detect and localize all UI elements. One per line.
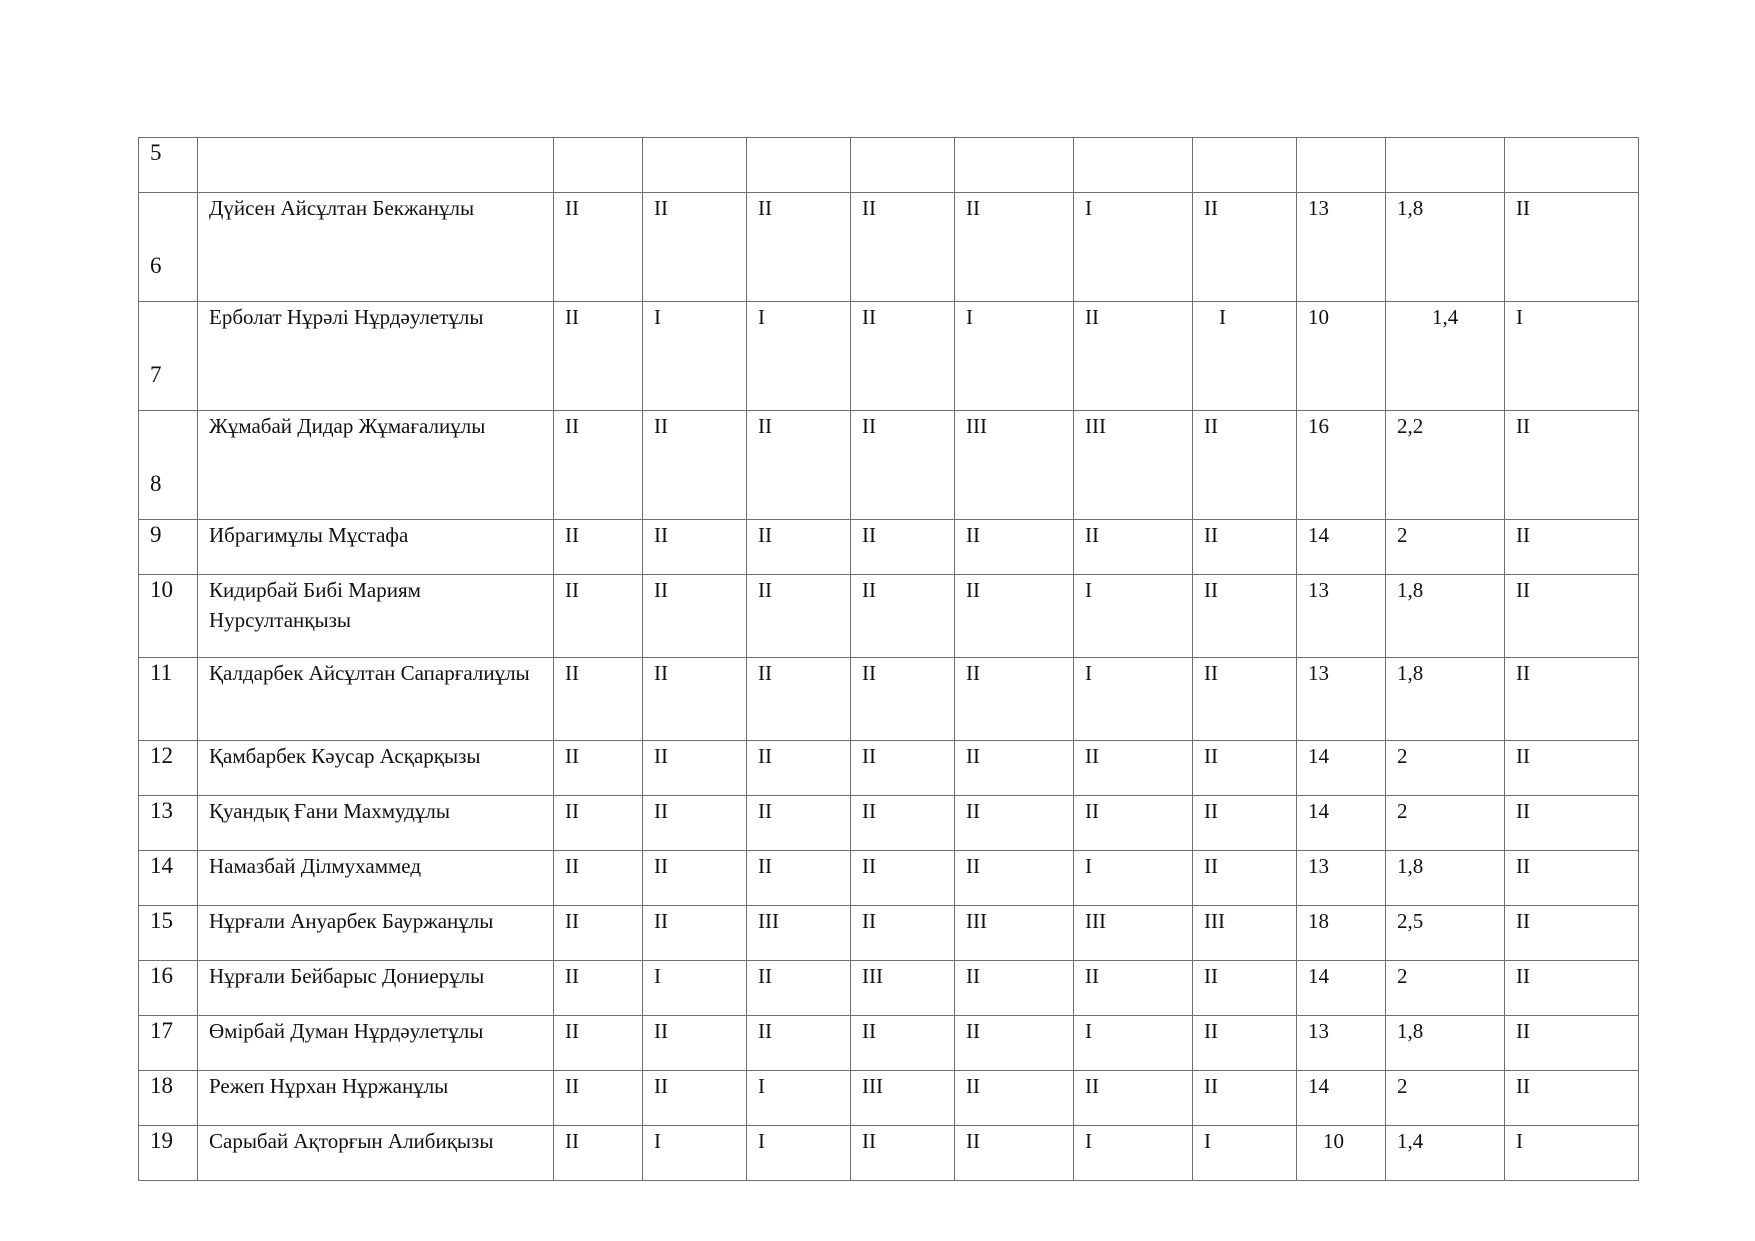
total-score: 14	[1297, 520, 1386, 575]
grade-cell: II	[554, 193, 643, 302]
grade-cell: II	[955, 796, 1074, 851]
level-cell: II	[1505, 851, 1639, 906]
student-name	[198, 138, 554, 193]
total-score: 13	[1297, 193, 1386, 302]
row-number: 9	[139, 520, 198, 575]
student-name: Режеп Нұрхан Нұржанұлы	[198, 1071, 554, 1126]
total-score: 13	[1297, 1016, 1386, 1071]
average-score: 1,4	[1386, 1126, 1505, 1181]
grade-cell: II	[554, 302, 643, 411]
student-name: Өмірбай Думан Нұрдәулетұлы	[198, 1016, 554, 1071]
grade-cell: II	[1193, 1071, 1297, 1126]
level-cell: II	[1505, 658, 1639, 741]
grade-cell: II	[643, 193, 747, 302]
grade-cell: II	[747, 575, 851, 658]
average-score: 1,8	[1386, 193, 1505, 302]
grade-cell: II	[851, 906, 955, 961]
grades-table-body	[139, 138, 1639, 1181]
average-score: 1,8	[1386, 1016, 1505, 1071]
table-row	[139, 520, 1639, 575]
average-score: 1,8	[1386, 851, 1505, 906]
level-cell: II	[1505, 520, 1639, 575]
grade-cell: II	[955, 851, 1074, 906]
total-score	[1297, 138, 1386, 193]
grade-cell: II	[1193, 851, 1297, 906]
grade-cell: II	[955, 193, 1074, 302]
table-row	[139, 1126, 1639, 1181]
grade-cell: I	[747, 1126, 851, 1181]
grade-cell: III	[1193, 906, 1297, 961]
grade-cell: II	[1074, 741, 1193, 796]
row-number: 6	[139, 193, 198, 302]
grade-cell: II	[1193, 658, 1297, 741]
grade-cell: I	[1074, 1126, 1193, 1181]
grade-cell: II	[643, 906, 747, 961]
level-cell: II	[1505, 906, 1639, 961]
grade-cell: I	[643, 961, 747, 1016]
average-score: 2	[1386, 520, 1505, 575]
total-score: 10	[1297, 1126, 1386, 1181]
student-name: Жұмабай Дидар Жұмағалиұлы	[198, 411, 554, 520]
grade-cell: II	[643, 658, 747, 741]
row-number: 14	[139, 851, 198, 906]
grade-cell: II	[554, 741, 643, 796]
grade-cell: II	[1193, 520, 1297, 575]
grade-cell: II	[851, 796, 955, 851]
grade-cell: I	[955, 302, 1074, 411]
total-score: 14	[1297, 1071, 1386, 1126]
level-cell: II	[1505, 796, 1639, 851]
table-row	[139, 193, 1639, 302]
table-row	[139, 961, 1639, 1016]
average-score: 1,8	[1386, 575, 1505, 658]
grade-cell	[554, 138, 643, 193]
grade-cell: II	[747, 658, 851, 741]
average-score: 2	[1386, 741, 1505, 796]
average-score: 1,8	[1386, 658, 1505, 741]
average-score: 1,4	[1386, 302, 1505, 411]
grade-cell	[747, 138, 851, 193]
grade-cell: II	[1074, 520, 1193, 575]
grade-cell: II	[851, 411, 955, 520]
grade-cell	[955, 138, 1074, 193]
grade-cell: II	[643, 796, 747, 851]
grade-cell: I	[1074, 575, 1193, 658]
grade-cell: II	[955, 658, 1074, 741]
table-row	[139, 138, 1639, 193]
student-name: Қалдарбек Айсұлтан Сапарғалиұлы	[198, 658, 554, 741]
grade-cell: I	[747, 302, 851, 411]
grade-cell: II	[851, 193, 955, 302]
row-number: 19	[139, 1126, 198, 1181]
level-cell: II	[1505, 411, 1639, 520]
grade-cell: III	[851, 961, 955, 1016]
grade-cell: III	[1074, 906, 1193, 961]
grade-cell	[1193, 138, 1297, 193]
student-name: Сарыбай Ақторғын Алибиқызы	[198, 1126, 554, 1181]
grade-cell: II	[1193, 741, 1297, 796]
grade-cell: II	[1074, 302, 1193, 411]
student-name: Ерболат Нұрәлі Нұрдәулетұлы	[198, 302, 554, 411]
grade-cell: III	[955, 411, 1074, 520]
grade-cell: II	[1193, 1016, 1297, 1071]
row-number: 15	[139, 906, 198, 961]
grade-cell: II	[554, 1126, 643, 1181]
level-cell: II	[1505, 193, 1639, 302]
table-row	[139, 796, 1639, 851]
grade-cell: II	[747, 961, 851, 1016]
total-score: 13	[1297, 575, 1386, 658]
table-row	[139, 302, 1639, 411]
grade-cell: II	[747, 851, 851, 906]
grade-cell: II	[851, 1016, 955, 1071]
grade-cell: I	[643, 302, 747, 411]
table-row	[139, 575, 1639, 658]
total-score: 14	[1297, 961, 1386, 1016]
grade-cell: I	[1074, 193, 1193, 302]
table-row	[139, 906, 1639, 961]
table-row	[139, 1071, 1639, 1126]
row-number: 5	[139, 138, 198, 193]
grade-cell: III	[851, 1071, 955, 1126]
grade-cell: II	[851, 302, 955, 411]
grade-cell: III	[747, 906, 851, 961]
grade-cell	[643, 138, 747, 193]
grade-cell	[1074, 138, 1193, 193]
grade-cell: II	[955, 741, 1074, 796]
student-name: Нұрғали Ануарбек Бауржанұлы	[198, 906, 554, 961]
grade-cell: II	[851, 851, 955, 906]
total-score: 13	[1297, 851, 1386, 906]
grade-cell: II	[643, 1071, 747, 1126]
row-number: 10	[139, 575, 198, 658]
grade-cell: I	[1074, 1016, 1193, 1071]
table-row	[139, 411, 1639, 520]
grade-cell: II	[643, 575, 747, 658]
grade-cell: II	[747, 796, 851, 851]
grade-cell: II	[643, 741, 747, 796]
row-number: 18	[139, 1071, 198, 1126]
grade-cell: II	[1193, 961, 1297, 1016]
grade-cell: II	[851, 658, 955, 741]
grade-cell: II	[747, 193, 851, 302]
grade-cell: II	[554, 520, 643, 575]
grade-cell: II	[747, 411, 851, 520]
average-score: 2	[1386, 961, 1505, 1016]
row-number: 7	[139, 302, 198, 411]
grade-cell: III	[1074, 411, 1193, 520]
grade-cell: II	[1074, 796, 1193, 851]
level-cell: II	[1505, 961, 1639, 1016]
total-score: 14	[1297, 741, 1386, 796]
level-cell: II	[1505, 1071, 1639, 1126]
table-row	[139, 851, 1639, 906]
table-row	[139, 741, 1639, 796]
grade-cell: II	[955, 520, 1074, 575]
level-cell	[1505, 138, 1639, 193]
row-number: 12	[139, 741, 198, 796]
table-row	[139, 1016, 1639, 1071]
grade-cell: II	[851, 575, 955, 658]
grade-cell: I	[1074, 658, 1193, 741]
student-name: Дүйсен Айсұлтан Бекжанұлы	[198, 193, 554, 302]
grade-cell: II	[643, 411, 747, 520]
grade-cell: II	[554, 1016, 643, 1071]
average-score: 2,5	[1386, 906, 1505, 961]
student-name: Намазбай Ділмухаммед	[198, 851, 554, 906]
grade-cell: II	[1193, 193, 1297, 302]
grade-cell: II	[643, 1016, 747, 1071]
grade-cell: II	[955, 575, 1074, 658]
average-score: 2,2	[1386, 411, 1505, 520]
grade-cell: II	[1074, 961, 1193, 1016]
row-number: 13	[139, 796, 198, 851]
grade-cell: III	[955, 906, 1074, 961]
student-name: Кидирбай Бибі Мариям Нурсултанқызы	[198, 575, 554, 658]
grade-cell: II	[851, 741, 955, 796]
grade-cell	[851, 138, 955, 193]
grade-cell: II	[554, 851, 643, 906]
grade-cell: II	[955, 1016, 1074, 1071]
grade-cell: II	[955, 1071, 1074, 1126]
grade-cell: II	[1193, 575, 1297, 658]
grade-cell: II	[554, 796, 643, 851]
student-name: Қуандық Ғани Махмудұлы	[198, 796, 554, 851]
grade-cell: I	[1193, 302, 1297, 411]
table-row	[139, 658, 1639, 741]
average-score: 2	[1386, 796, 1505, 851]
row-number: 17	[139, 1016, 198, 1071]
level-cell: II	[1505, 1016, 1639, 1071]
total-score: 13	[1297, 658, 1386, 741]
grade-cell: II	[1193, 796, 1297, 851]
grade-cell: I	[643, 1126, 747, 1181]
level-cell: II	[1505, 741, 1639, 796]
row-number: 16	[139, 961, 198, 1016]
grade-cell: II	[747, 520, 851, 575]
grade-cell: I	[747, 1071, 851, 1126]
grade-cell: II	[1193, 411, 1297, 520]
grade-cell: II	[851, 520, 955, 575]
student-name: Ибрагимұлы Мұстафа	[198, 520, 554, 575]
grade-cell: II	[554, 906, 643, 961]
grade-cell: II	[554, 961, 643, 1016]
grade-cell: II	[955, 1126, 1074, 1181]
row-number: 8	[139, 411, 198, 520]
grade-cell: II	[851, 1126, 955, 1181]
grade-cell: II	[554, 1071, 643, 1126]
student-name: Нұрғали Бейбарыс Дониерұлы	[198, 961, 554, 1016]
grade-cell: II	[747, 1016, 851, 1071]
grades-table	[138, 137, 1639, 1181]
level-cell: I	[1505, 302, 1639, 411]
grade-cell: II	[747, 741, 851, 796]
grade-cell: II	[554, 575, 643, 658]
total-score: 14	[1297, 796, 1386, 851]
total-score: 10	[1297, 302, 1386, 411]
grade-cell: II	[643, 851, 747, 906]
level-cell: I	[1505, 1126, 1639, 1181]
average-score	[1386, 138, 1505, 193]
average-score: 2	[1386, 1071, 1505, 1126]
student-name: Қамбарбек Кәусар Асқарқызы	[198, 741, 554, 796]
total-score: 16	[1297, 411, 1386, 520]
grade-cell: I	[1193, 1126, 1297, 1181]
grade-cell: II	[554, 411, 643, 520]
grade-cell: I	[1074, 851, 1193, 906]
grade-cell: II	[955, 961, 1074, 1016]
grade-cell: II	[554, 658, 643, 741]
grade-cell: II	[643, 520, 747, 575]
total-score: 18	[1297, 906, 1386, 961]
level-cell: II	[1505, 575, 1639, 658]
row-number: 11	[139, 658, 198, 741]
grade-cell: II	[1074, 1071, 1193, 1126]
